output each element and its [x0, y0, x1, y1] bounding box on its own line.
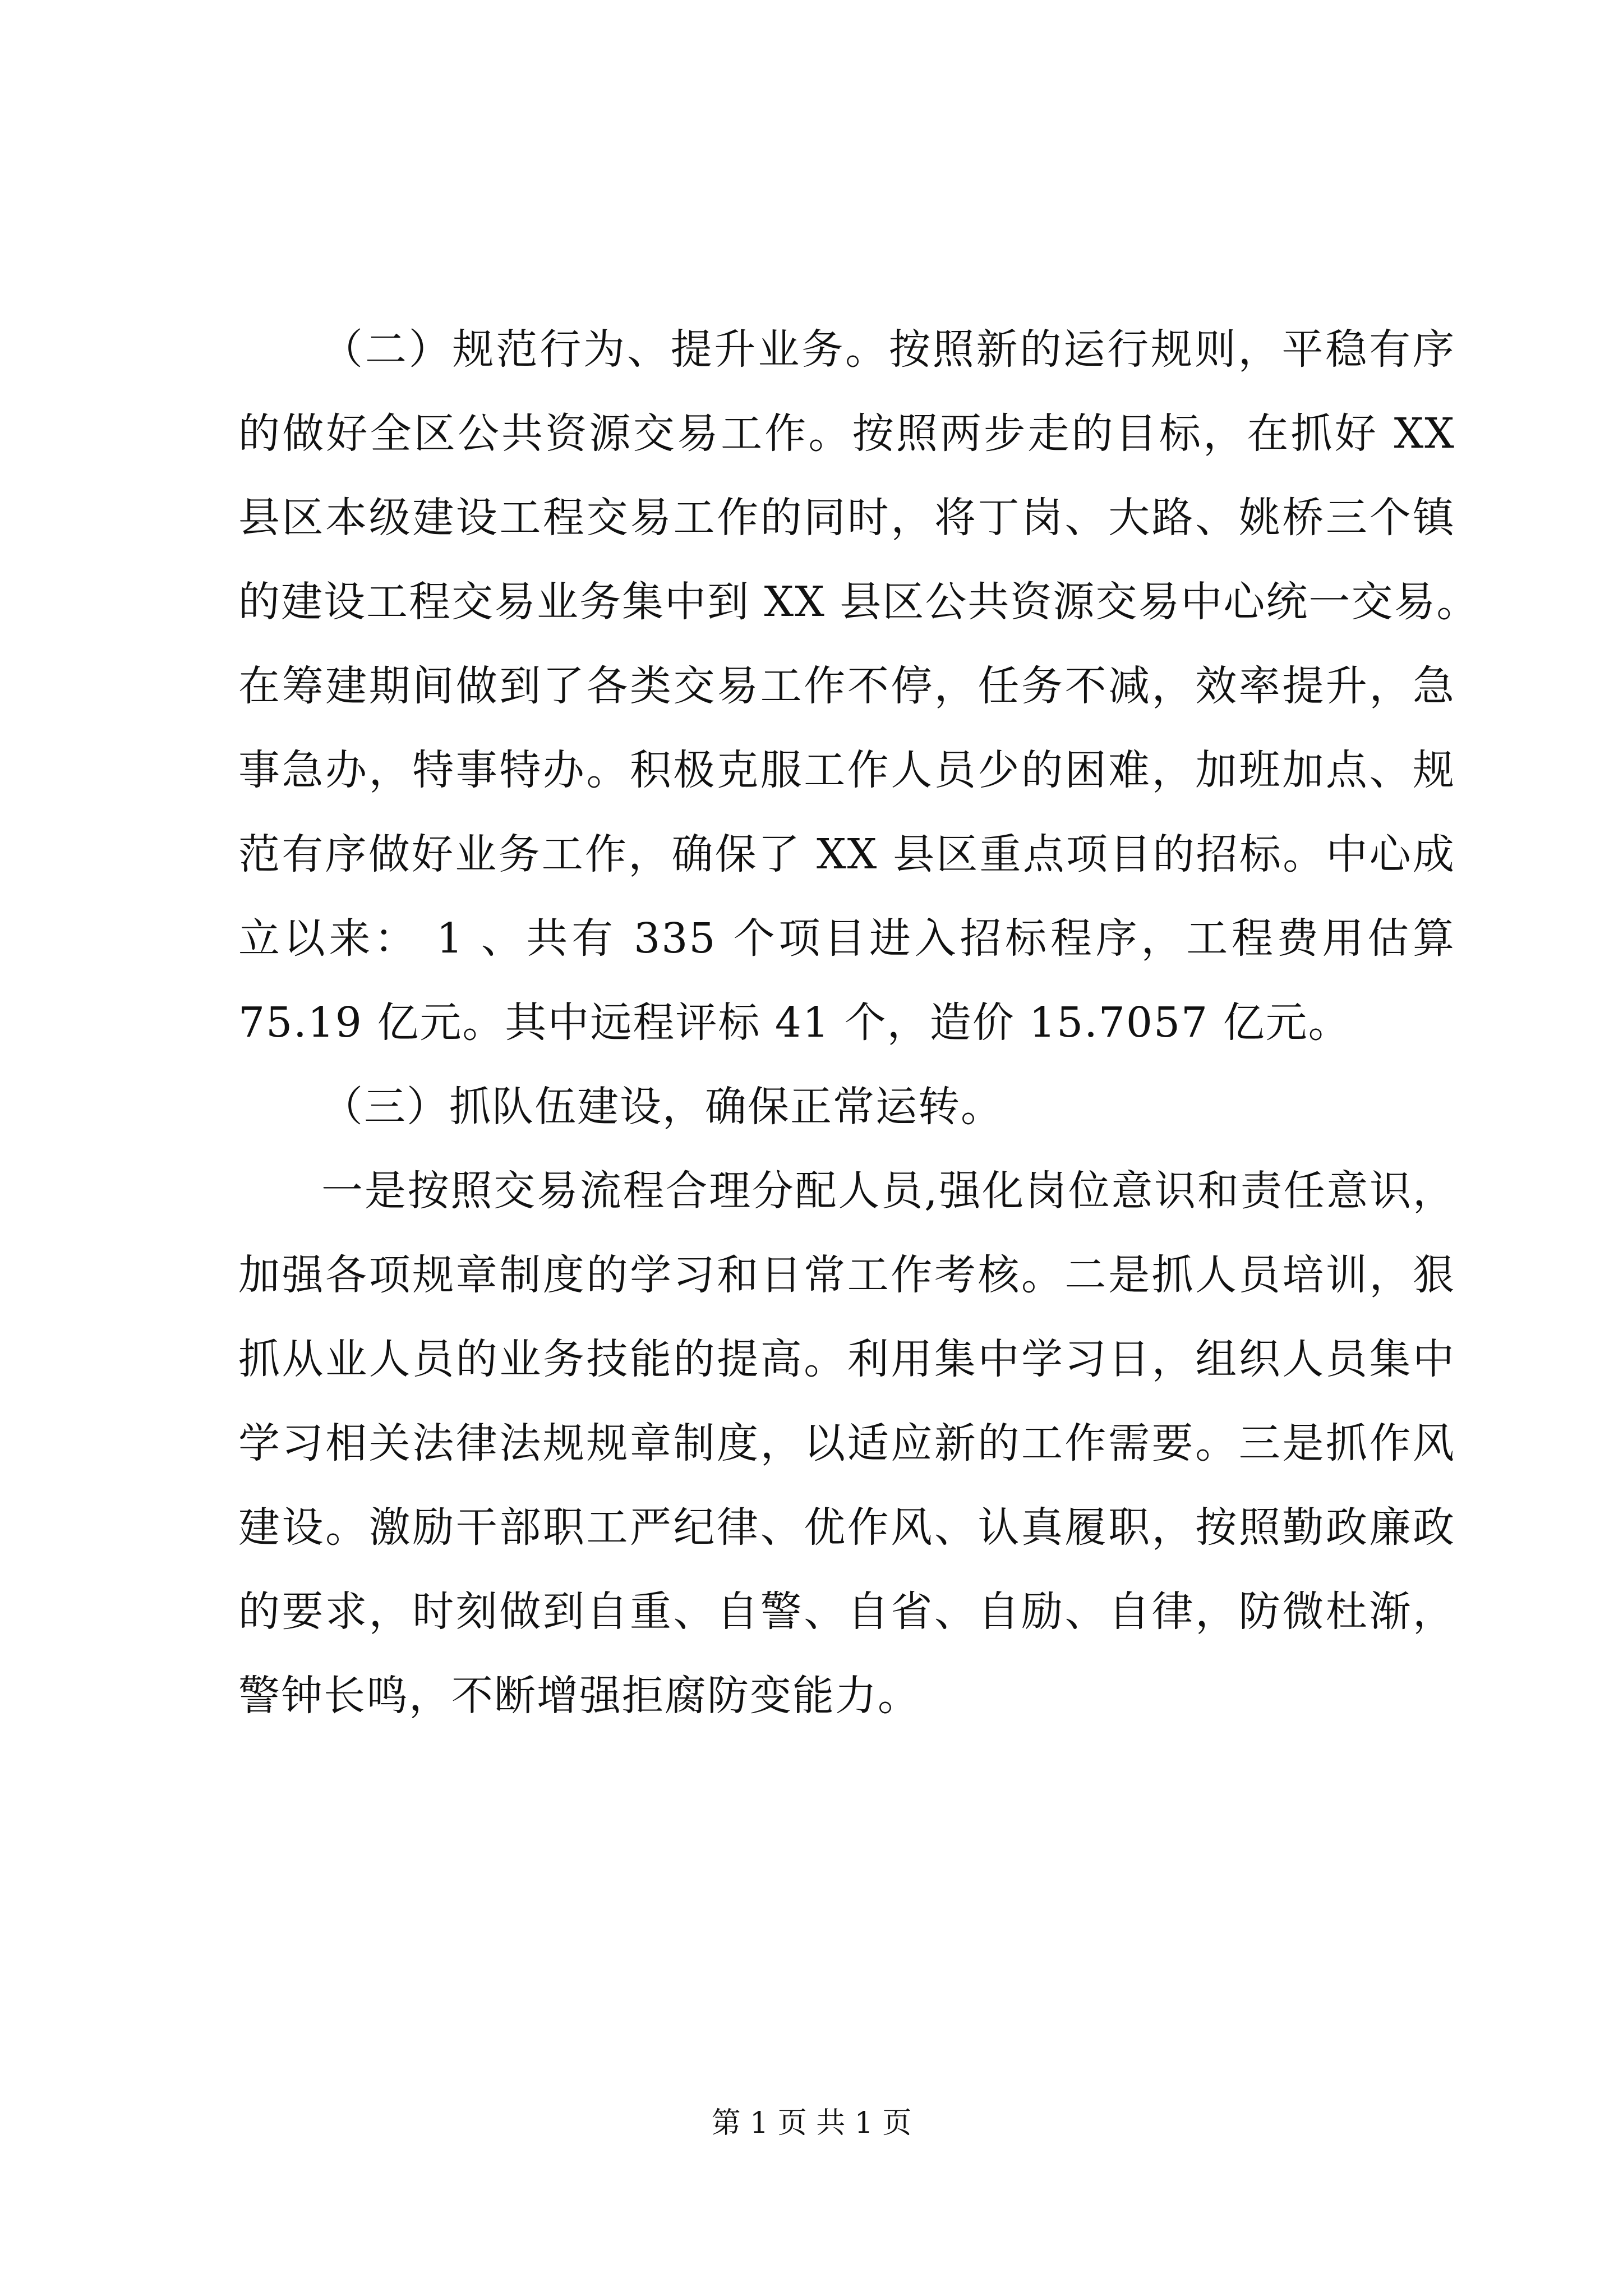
paragraph-line: 县区本级建设工程交易工作的同时，将丁岗、大路、姚桥三个镇	[238, 494, 1455, 542]
paragraph-line: 的要求，时刻做到自重、自警、自省、自励、自律，防微杜渐，	[238, 1588, 1455, 1636]
paragraph-line: 范有序做好业务工作，确保了 XX 县区重点项目的招标。中心成	[238, 830, 1455, 878]
paragraph-line: 的做好全区公共资源交易工作。按照两步走的目标，在抓好 XX	[238, 409, 1455, 458]
paragraph-line: 立以来： 1 、共有 335 个项目进入招标程序，工程费用估算	[238, 914, 1455, 963]
paragraph-line: 75.19 亿元。其中远程评标 41 个，造价 15.7057 亿元。	[238, 999, 1351, 1047]
document-body	[238, 307, 1479, 1738]
paragraph-line: 学习相关法律法规规章制度，以适应新的工作需要。三是抓作风	[238, 1419, 1455, 1467]
paragraph-line: 在筹建期间做到了各类交易工作不停，任务不减，效率提升，急	[238, 662, 1455, 710]
paragraph-line: 的建设工程交易业务集中到 XX 县区公共资源交易中心统一交易。	[238, 578, 1479, 626]
paragraph-line: 建设。激励干部职工严纪律、优作风、认真履职，按照勤政廉政	[238, 1503, 1455, 1552]
paragraph-line: 警钟长鸣，不断增强拒腐防变能力。	[238, 1672, 920, 1720]
section-heading: （三）抓队伍建设，确保正常运转。	[321, 1083, 1003, 1131]
paragraph-line: 抓从业人员的业务技能的提高。利用集中学习日，组织人员集中	[238, 1335, 1455, 1383]
paragraph-line: （二）规范行为、提升业务。按照新的运行规则，平稳有序	[321, 325, 1455, 374]
paragraph-line: 加强各项规章制度的学习和日常工作考核。二是抓人员培训，狠	[238, 1251, 1455, 1299]
paragraph-line: 一是按照交易流程合理分配人员,强化岗位意识和责任意识，	[321, 1167, 1455, 1215]
page-footer: 第 1 页 共 1 页	[711, 2106, 912, 2140]
paragraph-line: 事急办，特事特办。积极克服工作人员少的困难，加班加点、规	[238, 746, 1455, 794]
